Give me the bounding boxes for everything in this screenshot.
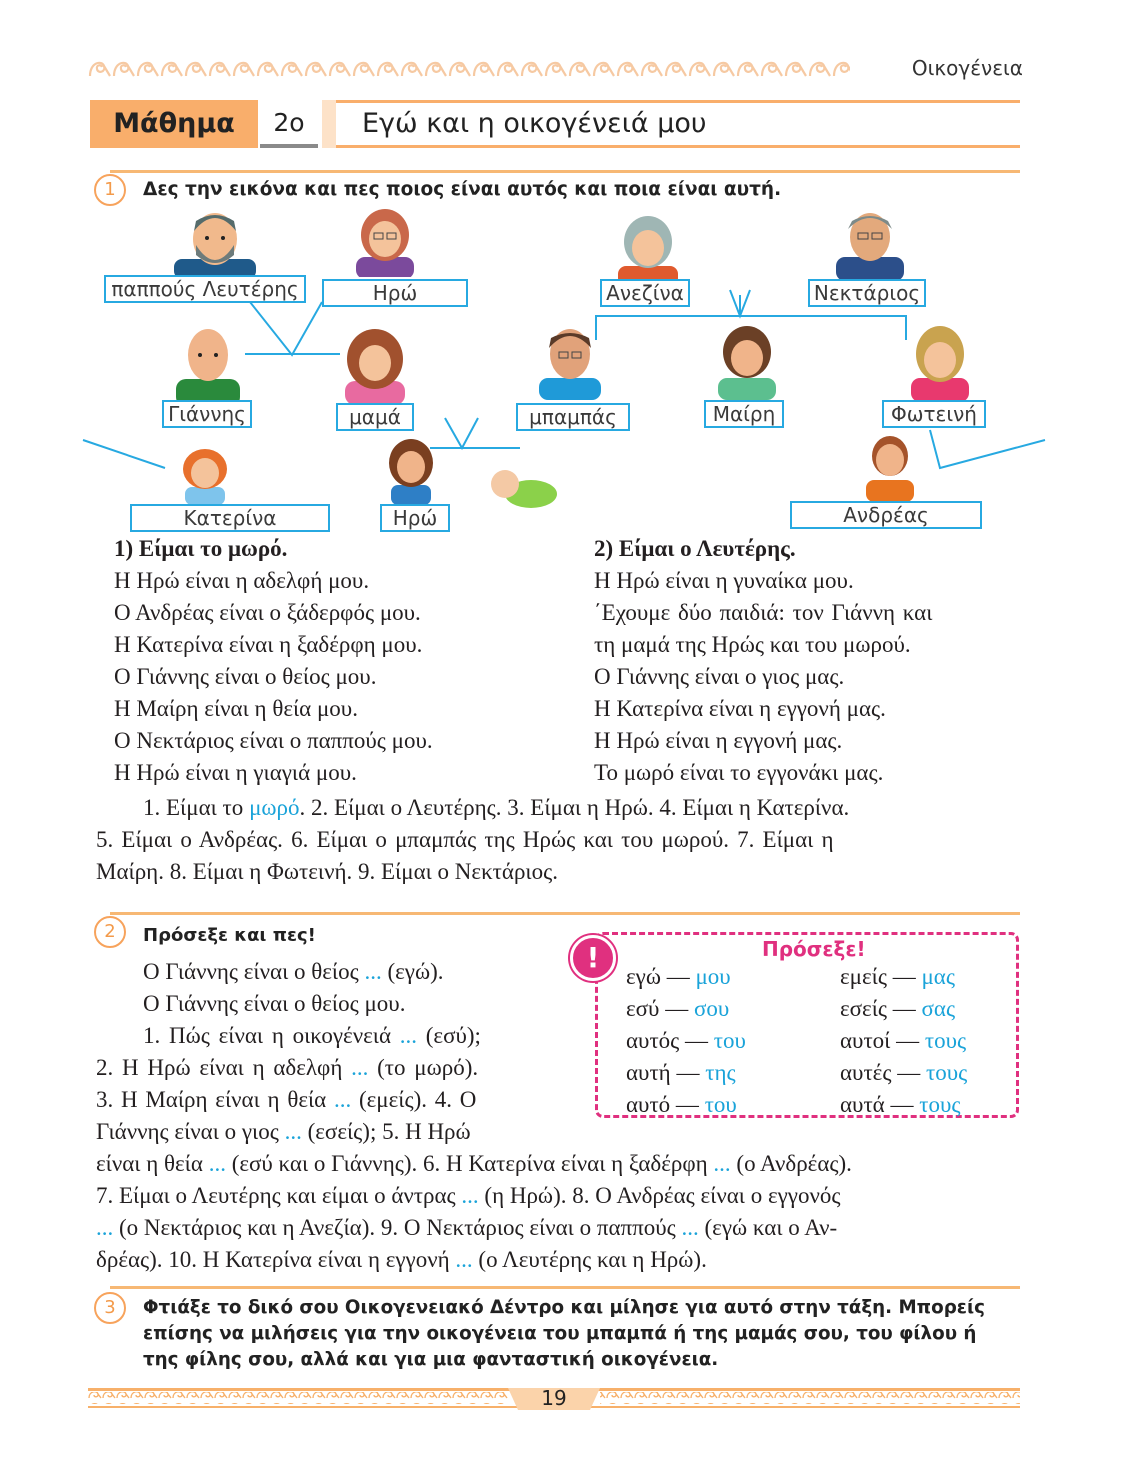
col2-line: Η Ηρώ είναι η γυναίκα μου. [594, 568, 854, 593]
label-nektarios: Νεκτάριος [808, 279, 926, 307]
label-grandma-hro: Ηρώ [322, 279, 468, 307]
giannis-avatar [170, 325, 245, 405]
exercise2-instruction: Πρόσεξε και πες! [143, 925, 316, 946]
note-row: αυτός — του αυτοί — τους [626, 1028, 967, 1053]
lesson-number: 2ο [260, 100, 318, 148]
note-rows [626, 961, 968, 1121]
label-katerina: Κατερίνα [130, 504, 330, 532]
col2-line: τη μαμά της Ηρώς και του μωρού. [594, 632, 911, 657]
label-babas: μπαμπάς [516, 403, 630, 431]
grandma-hro-avatar [350, 205, 420, 277]
exercise2-line: 2. Η Ηρώ είναι η αδελφή ... (το μωρό). [96, 1055, 479, 1080]
exercise2-line: δρέας). 10. Η Κατερίνα είναι η εγγονή ... (ο Λευτέρης και η Ηρώ). [96, 1247, 707, 1272]
col2-line: Το μωρό είναι το εγγονάκι μας. [594, 760, 884, 785]
hro-child-avatar [383, 435, 438, 505]
page-number: 19 [541, 1386, 567, 1410]
foteini-avatar [905, 322, 975, 402]
nektarios-avatar [830, 205, 910, 280]
grandpa-lefteris-avatar [170, 205, 260, 277]
section-title: Οικογένεια [911, 56, 1023, 80]
col1-line: Η Κατερίνα είναι η ξαδέρφη μου. [114, 632, 423, 657]
mama-avatar [335, 325, 415, 405]
exercise2-line: 1. Πώς είναι η οικογένειά ... (εσύ); [143, 1023, 481, 1048]
col1-line: Η Ηρώ είναι η αδελφή μου. [114, 568, 370, 593]
note-title: Πρόσεξε! [762, 937, 866, 961]
note-row: εγώ — μου εμείς — μας [626, 964, 955, 989]
col1-line: Ο Ανδρέας είναι ο ξάδερφός μου. [114, 600, 421, 625]
exclamation-icon: ! [570, 935, 616, 981]
exercise2-line: 3. Η Μαίρη είναι η θεία ... (εμείς). 4. Ο [96, 1087, 477, 1112]
exercise1-instruction: Δες την εικόνα και πες ποιος είναι αυτός και ποια είναι αυτή. [143, 179, 782, 200]
note-row: αυτή — της αυτές — τους [626, 1060, 968, 1085]
exercise2-line: είναι η θεία ... (εσύ και ο Γιάννης). 6. Η Κατερίνα είναι η ξαδέρφη ... (ο Ανδρέας). [96, 1151, 852, 1176]
note-row: αυτό — του αυτά — τους [626, 1092, 961, 1117]
answer-paragraph-line: 1. Είμαι το μωρό. 2. Είμαι ο Λευτέρης. 3. Είμαι η Ηρώ. 4. Είμαι η Κατερίνα. [143, 795, 850, 820]
label-mairi: Μαίρη [704, 400, 784, 428]
exercise3-line: επίσης να μιλήσεις για την οικογένεια του μπαμπά ή της μαμάς σου, του φίλου ή [143, 1323, 977, 1344]
answer-paragraph-line: 5. Είμαι ο Ανδρέας. 6. Είμαι ο μπαμπάς της Ηρώς και του μωρού. 7. Είμαι η [96, 827, 834, 852]
col1-line: Η Ηρώ είναι η γιαγιά μου. [114, 760, 357, 785]
label-giannis: Γιάννης [162, 400, 252, 428]
col2-line: Η Ηρώ είναι η εγγονή μας. [594, 728, 843, 753]
label-foteini: Φωτεινή [882, 400, 986, 428]
exercise3-line: της φίλης σου, αλλά και για μια φανταστική οικογένεια. [143, 1349, 719, 1370]
exercise2-line: 7. Είμαι ο Λευτέρης και είμαι ο άντρας ... (η Ηρώ). 8. Ο Ανδρέας είναι ο εγγονός [96, 1183, 841, 1208]
col1-title: 1) Είμαι το μωρό. [114, 536, 288, 561]
example-answer: Ο Γιάννης είναι ο θείος μου. [143, 991, 406, 1016]
label-mama: μαμά [336, 403, 414, 431]
exercise2-line: ... (ο Νεκτάριος και η Ανεζία). 9. Ο Νεκτάριος είναι ο παππούς ... (εγώ και ο Αν- [96, 1215, 838, 1240]
col1-line: Ο Γιάννης είναι ο θείος μου. [114, 664, 377, 689]
anezina-avatar [610, 212, 685, 284]
note-row: εσύ — σου εσείς — σας [626, 996, 956, 1021]
col2-line: ΄Εχουμε δύο παιδιά: τον Γιάννη και [594, 600, 933, 625]
katerina-avatar [175, 445, 235, 505]
mairi-avatar [712, 320, 782, 402]
baby-avatar [487, 462, 562, 512]
lesson-label: Μάθημα [90, 100, 258, 148]
answer-paragraph-line: Μαίρη. 8. Είμαι η Φωτεινή. 9. Είμαι ο Νεκτάριος. [96, 859, 558, 884]
exercise-number-1: 1 [94, 174, 126, 206]
label-anezina: Ανεζίνα [600, 279, 690, 307]
col1-line: Ο Νεκτάριος είναι ο παππούς μου. [114, 728, 433, 753]
exercise2-line: Γιάννης είναι ο γιος ... (εσείς); 5. Η Ηρώ [96, 1119, 471, 1144]
attention-note-box [595, 932, 1019, 1118]
lesson-title: Εγώ και η οικογένειά μου [362, 108, 707, 139]
exercise3-line: Φτιάξε το δικό σου Οικογενειακό Δέντρο και μίλησε για αυτό στην τάξη. Μπορείς [143, 1297, 985, 1318]
separator-line [110, 1286, 1020, 1289]
exercise-number-2: 2 [94, 916, 126, 948]
babas-avatar [535, 322, 605, 400]
col2-line: Ο Γιάννης είναι ο γιος μας. [594, 664, 845, 689]
example-question: Ο Γιάννης είναι ο θείος ... (εγώ). [143, 959, 444, 984]
col2-title: 2) Είμαι ο Λευτέρης. [594, 536, 796, 561]
label-grandpa-lefteris: παππούς Λευτέρης [104, 275, 306, 303]
separator-line [110, 912, 1020, 915]
andreas-avatar [860, 430, 920, 502]
col2-line: Η Κατερίνα είναι η εγγονή μας. [594, 696, 886, 721]
exercise-number-3: 3 [94, 1292, 126, 1324]
label-hro-child: Ηρώ [380, 504, 450, 532]
label-andreas: Ανδρέας [790, 501, 982, 529]
col1-line: Η Μαίρη είναι η θεία μου. [114, 696, 358, 721]
